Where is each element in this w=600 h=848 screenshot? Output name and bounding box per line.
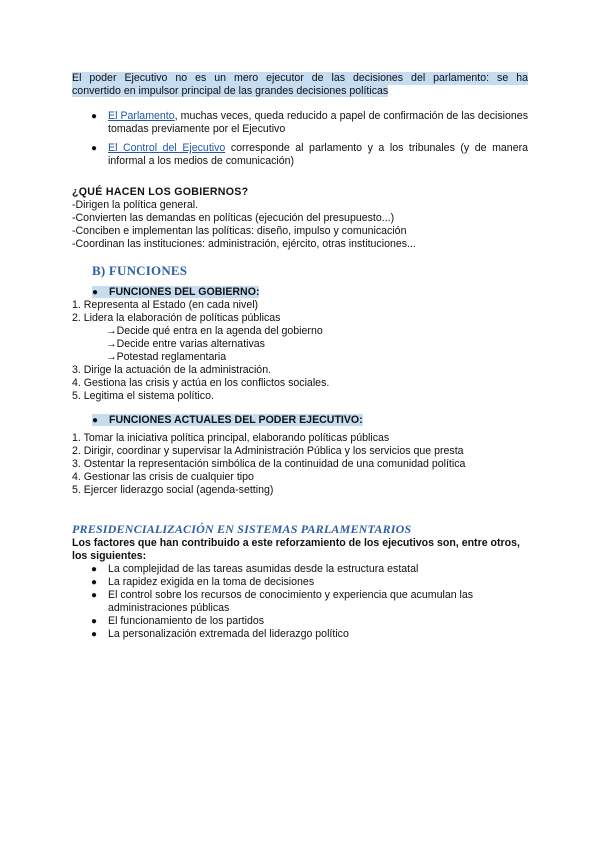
- list-item: 4. Gestionar las crisis de cualquier tipo: [72, 471, 254, 483]
- intro-paragraph: [72, 72, 528, 98]
- list-item: [91, 615, 528, 628]
- list-item: -Coordinan las instituciones: administración, ejército, otras instituciones...: [72, 238, 416, 250]
- list-item: 2. Dirigir, coordinar y supervisar la Administración Pública y los servicios que presta: [72, 445, 464, 457]
- funciones-gobierno-list: [72, 299, 532, 403]
- list-item: -Convierten las demandas en políticas (ejecución del presupuesto...): [72, 212, 395, 224]
- list-item: [91, 142, 528, 168]
- intro-line-2: convertido en impulsor principal de las grandes decisiones políticas: [72, 85, 389, 97]
- funciones-gobierno-heading: [92, 286, 259, 299]
- list-item: [91, 576, 528, 589]
- list-item: [91, 110, 528, 136]
- list-item: 5. Legitima el sistema político.: [72, 390, 214, 402]
- bullet-icon: ●: [91, 590, 98, 601]
- list-item-text: El funcionamiento de los partidos: [108, 615, 265, 627]
- parlamento-link[interactable]: El Parlamento: [108, 110, 175, 122]
- list-item: [91, 563, 528, 576]
- bullet-icon: ●: [91, 111, 98, 122]
- que-hacen-section: [72, 186, 532, 251]
- list-item: 2. Lidera la elaboración de políticas públicas: [72, 312, 281, 324]
- bullet-icon: ●: [91, 577, 98, 588]
- control-ejecutivo-link[interactable]: El Control del Ejecutivo: [108, 142, 226, 154]
- sub-item: →Potestad reglamentaria: [106, 351, 227, 363]
- list-item: 3. Ostentar la representación simbólica de la continuidad de una comunidad política: [72, 458, 466, 470]
- list-item: [91, 589, 528, 615]
- funciones-actuales-list: [72, 432, 532, 497]
- list-item-text: El control sobre los recursos de conocimiento y experiencia que acumulan las administraciones públicas: [108, 589, 474, 614]
- bullet-icon: ●: [91, 143, 98, 154]
- bullet-icon: ●: [92, 287, 99, 298]
- bullet-icon: ●: [91, 629, 98, 640]
- intro-line-1: El poder Ejecutivo no es un mero ejecutor de las decisiones del parlamento: se ha: [72, 72, 528, 84]
- funciones-actuales-heading: [92, 414, 363, 427]
- list-item-text: , muchas veces, queda reducido a papel de confirmación de las decisiones tomadas previamente por el Ejecutivo: [108, 110, 528, 135]
- bullet-icon: ●: [91, 616, 98, 627]
- list-item-text: La complejidad de las tareas asumidas desde la estructura estatal: [108, 563, 419, 575]
- factors-list: [91, 563, 528, 641]
- funciones-gobierno-title: FUNCIONES DEL GOBIERNO:: [109, 286, 260, 298]
- presidencializacion-heading: PRESIDENCIALIZACIÓN EN SISTEMAS PARLAMENTARIOS: [72, 522, 412, 536]
- que-hacen-heading: ¿QUÉ HACEN LOS GOBIERNOS?: [72, 186, 249, 198]
- list-item: -Dirigen la política general.: [72, 199, 199, 211]
- list-item-text: La rapidez exigida en la toma de decisiones: [108, 576, 315, 588]
- sub-item: →Decide qué entra en la agenda del gobierno: [106, 325, 323, 337]
- list-item: [91, 628, 528, 641]
- list-item: 3. Dirige la actuación de la administración.: [72, 364, 272, 376]
- list-item: 1. Representa al Estado (en cada nivel): [72, 299, 259, 311]
- list-item: 1. Tomar la iniciativa política principal, elaborando políticas públicas: [72, 432, 390, 444]
- bullet-icon: ●: [92, 415, 99, 426]
- bullet-icon: ●: [91, 564, 98, 575]
- factors-lead: Los factores que han contribuido a este reforzamiento de los ejecutivos son, entre otros, los siguientes:: [72, 537, 520, 562]
- funciones-actuales-title: FUNCIONES ACTUALES DEL PODER EJECUTIVO:: [109, 414, 363, 426]
- sub-item: →Decide entre varias alternativas: [106, 338, 265, 350]
- list-item-text: corresponde al parlamento y a los tribunales (y de manera informal a los medios de comunicación): [108, 142, 528, 167]
- section-b-heading: B) FUNCIONES: [92, 263, 188, 278]
- list-item: 5. Ejercer liderazgo social (agenda-setting): [72, 484, 274, 496]
- list-item: -Conciben e implementan las políticas: diseño, impulso y comunicación: [72, 225, 407, 237]
- list-item: 4. Gestiona las crisis y actúa en los conflictos sociales.: [72, 377, 330, 389]
- list-item-text: La personalización extremada del liderazgo político: [108, 628, 349, 640]
- role-bullet-list: [91, 110, 528, 174]
